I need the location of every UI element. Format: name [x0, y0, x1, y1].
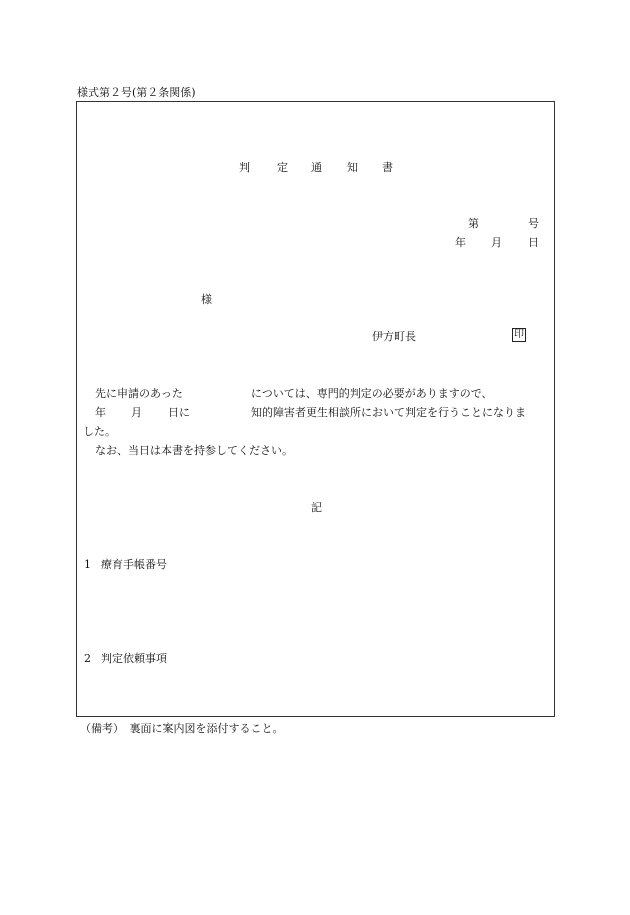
body-line2-b: 知的障害者更生相談所において判定を行うことになりま	[251, 406, 526, 419]
title-char-3: 通	[311, 161, 322, 174]
item-2-label: 判定依頼事項	[101, 652, 167, 665]
date-year: 年	[455, 236, 466, 249]
title-char-4: 知	[347, 161, 358, 174]
date-day: 日	[528, 236, 539, 249]
sender-name: 伊方町長	[372, 330, 416, 343]
item-2-number: 2	[84, 652, 91, 665]
item-1-label: 療育手帳番号	[101, 558, 167, 571]
document-number-prefix: 第	[468, 217, 479, 230]
title-char-2: 定	[277, 161, 288, 174]
recipient-suffix: 様	[201, 293, 212, 306]
date-month: 月	[491, 236, 502, 249]
body-line3: した。	[83, 425, 116, 438]
body-line1-a: 先に申請のあった	[95, 387, 183, 400]
footer-note: （備考） 裏面に案内図を添付すること。	[80, 722, 284, 735]
form-number-label: 様式第２号(第２条関係)	[77, 86, 196, 99]
body-line2-year: 年	[95, 406, 106, 419]
body-line1-b: については、専門的判定の必要がありますので、	[251, 387, 493, 400]
body-line2-day: 日に	[168, 406, 190, 419]
record-heading: 記	[311, 501, 322, 514]
title-char-1: 判	[239, 161, 250, 174]
item-1-number: 1	[84, 558, 91, 571]
seal-mark: 印	[514, 329, 524, 340]
body-line4: なお、当日は本書を持参してください。	[95, 444, 293, 457]
title-char-5: 書	[382, 161, 393, 174]
body-line2-month: 月	[131, 406, 142, 419]
document-number-suffix: 号	[528, 217, 539, 230]
